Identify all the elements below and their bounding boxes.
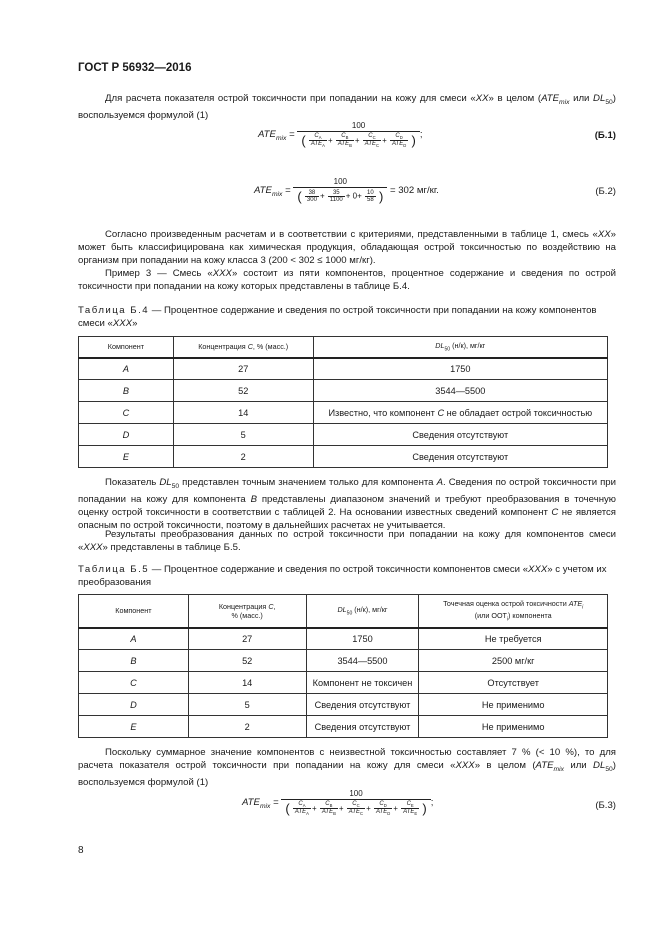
table-b4 [78, 336, 608, 468]
table-row: C 14 Известно, что компонент C не обладает острой токсичностью [79, 402, 608, 424]
frac-term: $\frac{35}{1100}$ [329, 190, 343, 203]
eq-lhs-sub: mix [275, 135, 287, 143]
paren-open: ( [301, 133, 306, 149]
caption-label: Таблица Б.4 [78, 305, 150, 316]
table-row: D 5 Сведения отсутствуют [79, 424, 608, 446]
page-number: 8 [78, 845, 84, 856]
text-run: » в целом ( [488, 93, 542, 104]
paragraph-results: Результаты преобразования данных по острой токсичности при попадании на кожу для компонентов смеси «XXX» представлены в таблице Б.5. [78, 529, 616, 553]
col-header-dl50: $DL_{50}$ (н/к), мг/кг [313, 337, 607, 358]
term-c: $C_C$ $ATE_C$ [348, 801, 364, 817]
term-b: $C_B$ $ATE_B$ [337, 133, 352, 149]
eq-lhs: ATE [258, 129, 276, 141]
col-header-component: Компонент [79, 337, 174, 358]
eq-main-fraction [281, 789, 430, 816]
symbol-dl: DL [593, 93, 606, 104]
frac-term: $\frac{10}{58}$ [367, 190, 374, 203]
eq-numerator: 100 [349, 789, 363, 798]
zero-term: 0 [352, 191, 358, 201]
eq-result: = 302 мг/кг. [389, 185, 439, 197]
text-run: или [569, 93, 594, 104]
eq-lhs: ATE [242, 797, 260, 809]
eq-denominator: ( $C_A$ $ATE_A$ + $C_B$ $ATE_B$ + $C_C$ $ATE_C$ + $C_D$ $ATE_D$ + $C_E$ $ATE_E$ ) [281, 799, 430, 816]
equation-b1: $ATE_{mix}$ = 100 ( $C_A$ $ATE_A$ + $C_B$ $ATE_B$ + $C_C$ $ATE_C$ + $C_D$ $ATE_D$ ) ; [258, 121, 423, 149]
col-header-point-estimate: Точечная оценка острой токсичности $ATE_i$ (или $ООТ_i$) компонента [419, 595, 608, 628]
term-a: $C_A$ $ATE_A$ [294, 801, 309, 817]
paragraph-example-3: Пример 3 — Смесь «XXX» состоит из пяти компонентов, процентное содержание и сведения по острой токсичности при попадании на кожу которых представлены в таблице Б.4. [78, 268, 616, 292]
eq-trail: ; [430, 797, 434, 809]
eq-numerator: 100 [351, 121, 366, 130]
equation-b3: $ATE_{mix}$ = 100 ( $C_A$ $ATE_A$ + $C_B$ $ATE_B$ + $C_C$ $ATE_C$ + $C_D$ $ATE_D$ + $C_E$ $ATE_E$ ) ; [242, 789, 434, 817]
mixture-name: XX [475, 93, 489, 104]
paragraph-formula-intro: Поскольку суммарное значение компонентов с неизвестной токсичностью составляет 7 % (< 10 %), то для расчета показателя острой токсичности при попадании на кожу для смеси «XXX» в целом ($ATE_{mix}$ или $DL_{50}$) воспользуемся формулой (1) [78, 747, 616, 788]
term-e: $C_E$ $ATE_E$ [403, 801, 418, 817]
table-b5-caption: Таблица Б.5 — Процентное содержание и сведения по острой токсичности компонентов смеси «XXX» с учетом их преобразования [78, 564, 607, 588]
col-header-concentration: Концентрация C, % (масс.) [173, 337, 313, 358]
col-header-component: Компонент [79, 595, 189, 628]
table-row: E 2 Сведения отсутствуют Не применимо [79, 716, 608, 738]
paragraph-dl50-note: Показатель $DL_{50}$ представлен точным значением только для компонента A. Сведения по острой токсичности при попадании на кожу для компонента B представлены диапазоном значений и требуют преобразования в точечную оценку острой токсичности в соответствии с таблицей 2. На основании известных сведений компонент C не является опасным по острой токсичности, поэтому в дальнейших расчетах не учитывается. [78, 477, 617, 531]
equation-b2: $ATE_{mix}$ = 100 ( $\frac{38}{300}$ + $\frac{35}{1100}$ + 0+ $\frac{10}{58}$ ) = 302 мг/кг. [254, 177, 439, 204]
subscript-mix: mix [559, 98, 570, 106]
table-row: A 27 1750 [79, 358, 608, 380]
eq-denominator: ( $C_A$ $ATE_A$ + $C_B$ $ATE_B$ + $C_C$ $ATE_C$ + $C_D$ $ATE_D$ ) [297, 131, 419, 148]
table-row: B 52 3544—5500 [79, 380, 608, 402]
subscript-50: 50 [605, 98, 613, 106]
frac-term: $\frac{38}{300}$ [306, 190, 317, 203]
paren-close: ) [411, 133, 416, 149]
text-run: Для расчета показателя острой токсичности при попадании на кожу для смеси « [105, 93, 476, 104]
paragraph-classification: Согласно произведенным расчетам и в соответствии с критериями, представленными в таблице 1, смесь «XX» может быть классифицирована как химическая продукция, обладающая острой токсичностью по воздействию на организм при попадании на кожу класса 3 (200 < 302 ≤ 1000 мг/кг). [78, 229, 616, 266]
mixture-name: XXX [212, 268, 232, 279]
table-row: C 14 Компонент не токсичен Отсутствует [79, 672, 608, 694]
equation-number-b1: (Б.1) [594, 130, 616, 141]
text-run: ) воспользуемся формулой (1) [78, 93, 616, 121]
table-b5 [78, 594, 608, 738]
table-row: B 52 3544—5500 2500 мг/кг [79, 650, 608, 672]
eq-main-fraction [297, 121, 419, 148]
mixture-name: XXX [83, 542, 103, 553]
term-d: $C_D$ $ATE_D$ [391, 133, 407, 149]
col-header-concentration: Концентрация C, % (масс.) [188, 595, 306, 628]
table-row: E 2 Сведения отсутствуют [79, 446, 608, 468]
eq-lhs: ATE [254, 185, 272, 197]
table-b4-caption: Таблица Б.4 — Процентное содержание и сведения по острой токсичности при попадании на кожу компонентов смеси «XXX» [78, 305, 597, 329]
term-a: $C_A$ $ATE_A$ [310, 133, 325, 149]
term-c: $C_C$ $ATE_C$ [364, 133, 380, 149]
eq-numerator: 100 [333, 177, 347, 186]
document-header: ГОСТ Р 56932—2016 [78, 62, 192, 74]
eq-trail: ; [419, 129, 423, 141]
table-row: D 5 Сведения отсутствуют Не применимо [79, 694, 608, 716]
eq-denominator: ( $\frac{38}{300}$ + $\frac{35}{1100}$ + 0+ $\frac{10}{58}$ ) [293, 187, 387, 204]
mixture-name: XXX [455, 760, 475, 771]
term-d: $C_D$ $ATE_D$ [375, 801, 391, 817]
symbol-ate: ATE [541, 93, 560, 104]
caption-label: Таблица Б.5 [78, 564, 150, 575]
term-b: $C_B$ $ATE_B$ [321, 801, 336, 817]
table-row: A 27 1750 Не требуется [79, 628, 608, 650]
eq-lhs-sub: mix [259, 803, 271, 811]
mixture-name: XX [597, 229, 611, 240]
paragraph-intro [78, 92, 616, 122]
eq-main-fraction [293, 177, 387, 204]
eq-lhs-sub: mix [271, 190, 283, 198]
equation-number-b2: (Б.2) [595, 186, 616, 197]
col-header-dl50: $DL_{50}$ (н/к), мг/кг [306, 595, 419, 628]
equation-number-b3: (Б.3) [595, 800, 616, 811]
